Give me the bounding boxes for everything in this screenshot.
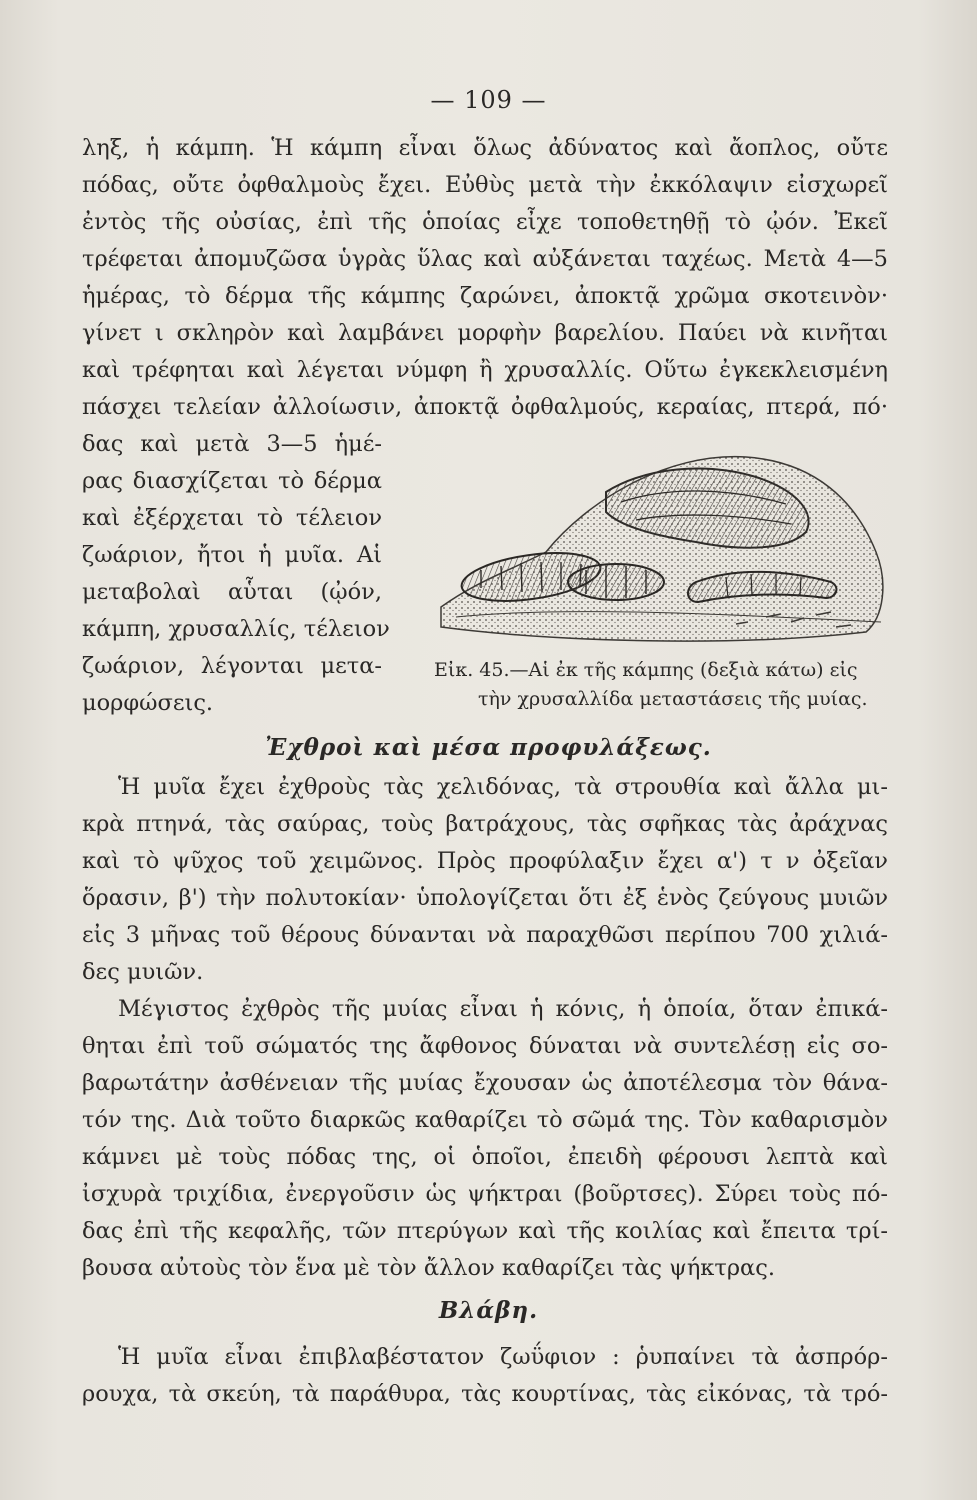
figure-caption: τὴν χρυσαλλίδα μεταστάσεις τῆς μυίας.	[478, 688, 868, 710]
text-line: Μέγιστος ἐχθρὸς τῆς μυίας εἶναι ἡ κόνις, ἡ ὁποία, ὅταν ἐπικά-	[118, 996, 888, 1022]
text-line: ζωάριον, ἤτοι ἡ μυῖα. Αἱ	[82, 542, 382, 568]
text-line: μεταβολαὶ αὗται (ᾠόν,	[82, 579, 382, 605]
text-line: μορφώσεις.	[82, 690, 214, 716]
text-line: ρουχα, τὰ σκεύη, τὰ παράθυρα, τὰς κουρτίνας, τὰς εἰκόνας, τὰ τρό-	[82, 1381, 888, 1407]
text-line: βαρωτάτην ἀσθένειαν τῆς μυίας ἔχουσαν ὡς ἀποτέλεσμα τὸν θάνα-	[82, 1070, 888, 1096]
text-line: καὶ τὸ ψῦχος τοῦ χειμῶνος. Πρὸς προφύλαξιν ἔχει α') τ ν ὀξεῖαν	[82, 848, 888, 874]
text-line: καὶ ἐξέρχεται τὸ τέλειον	[82, 505, 382, 531]
text-line: τρέφεται ἀπομυζῶσα ὑγρὰς ὕλας καὶ αὐξάνεται ταχέως. Μετὰ 4—5	[82, 246, 888, 272]
section-heading: Βλάβη.	[438, 1297, 539, 1324]
text-line: Ἡ μυῖα ἔχει ἐχθροὺς τὰς χελιδόνας, τὰ στρουθία καὶ ἄλλα μι-	[118, 774, 888, 800]
text-line: εἰς 3 μῆνας τοῦ θέρους δύνανται νὰ παραχθῶσι περίπου 700 χιλιά-	[82, 922, 888, 948]
text-line: καὶ τρέφηται καὶ λέγεται νύμφη ἢ χρυσαλλίς. Οὕτω ἐγκεκλεισμένη	[82, 357, 888, 383]
text-line: γίνετ ι σκληρὸν καὶ λαμβάνει μορφὴν βαρελίου. Παύει νὰ κινῆται	[82, 320, 888, 346]
text-line: τόν της. Διὰ τοῦτο διαρκῶς καθαρίζει τὸ σῶμά της. Τὸν καθαρισμὸν	[82, 1107, 888, 1133]
text-line: ρας διασχίζεται τὸ δέρμα	[82, 468, 382, 494]
fly-metamorphosis-illustration	[436, 432, 888, 654]
text-line: κάμπη, χρυσαλλίς, τέλειον	[82, 616, 390, 642]
text-line: ἰσχυρὰ τριχίδια, ἐνεργοῦσιν ὡς ψήκτραι (βοῦρτσες). Σύρει τοὺς πό-	[82, 1181, 888, 1207]
figure-caption: Εἰκ. 45.—Αἱ ἐκ τῆς κάμπης (δεξιὰ κάτω) εἰς	[434, 659, 858, 681]
text-line: δες μυιῶν.	[82, 959, 204, 985]
text-line: πόδας, οὔτε ὀφθαλμοὺς ἔχει. Εὐθὺς μετὰ τὴν ἐκκόλαψιν εἰσχωρεῖ	[82, 172, 888, 198]
text-line: ἐντὸς τῆς οὐσίας, ἐπὶ τῆς ὁποίας εἶχε τοποθετηθῇ τὸ ᾠόν. Ἐκεῖ	[82, 209, 888, 235]
text-line: θηται ἐπὶ τοῦ σώματός της ἄφθονος δύναται νὰ συντελέσῃ εἰς σο-	[82, 1033, 888, 1059]
text-line: Ἡ μυῖα εἶναι ἐπιβλαβέστατον ζωΰφιον : ῥυπαίνει τὰ ἀσπρόρ-	[118, 1344, 888, 1370]
text-line: βουσα αὐτοὺς τὸν ἕνα μὲ τὸν ἄλλον καθαρίζει τὰς ψήκτρας.	[82, 1255, 775, 1281]
text-line: κάμνει μὲ τοὺς πόδας της, οἱ ὁποῖοι, ἐπειδὴ φέρουσι λεπτὰ καὶ	[82, 1144, 888, 1170]
text-line: δας ἐπὶ τῆς κεφαλῆς, τῶν πτερύγων καὶ τῆς κοιλίας καὶ ἔπειτα τρί-	[82, 1218, 888, 1244]
text-line: κρὰ πτηνά, τὰς σαύρας, τοὺς βατράχους, τὰς σφῆκας τὰς ἀράχνας	[82, 811, 888, 837]
section-heading: Ἐχθροὶ καὶ μέσα προφυλάξεως.	[265, 734, 712, 761]
text-line: πάσχει τελείαν ἀλλοίωσιν, ἀποκτᾷ ὀφθαλμούς, κεραίας, πτερά, πό·	[82, 394, 888, 420]
text-line: ἡμέρας, τὸ δέρμα τῆς κάμπης ζαρώνει, ἀποκτᾷ χρῶμα σκοτεινὸν·	[82, 283, 888, 309]
text-line: ζωάριον, λέγονται μετα-	[82, 653, 382, 679]
page-number: — 109 —	[430, 86, 547, 114]
text-line: ὅρασιν, β') τὴν πολυτοκίαν· ὑπολογίζεται ὅτι ἐξ ἑνὸς ζεύγους μυιῶν	[82, 885, 888, 911]
text-line: ληξ, ἡ κάμπη. Ἡ κάμπη εἶναι ὅλως ἀδύνατος καὶ ἄοπλος, οὔτε	[82, 135, 888, 161]
text-line: δας καὶ μετὰ 3—5 ἡμέ-	[82, 431, 382, 457]
